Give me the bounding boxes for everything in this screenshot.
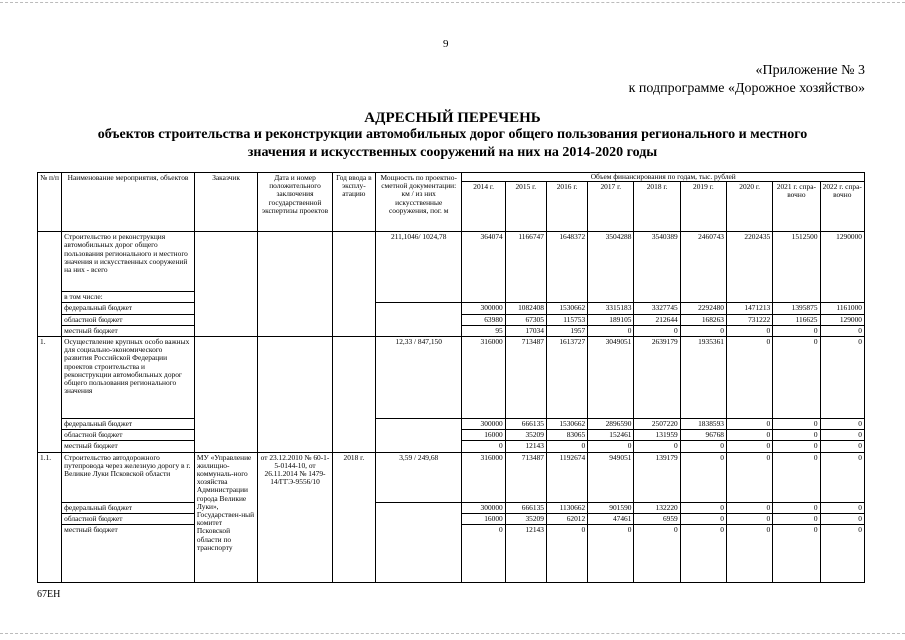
cell-value: 0 (726, 430, 772, 441)
cell-value: 67305 (505, 314, 546, 325)
address-list-table (37, 172, 865, 583)
cell-value: 300000 (462, 419, 505, 430)
cell-value: 0 (726, 325, 772, 336)
row-total (38, 232, 865, 292)
cell-value: 949051 (588, 452, 634, 502)
cell-value: 0 (773, 337, 820, 419)
cell-value: 3315183 (588, 303, 634, 314)
appendix-line-1: «Приложение № 3 (755, 63, 865, 78)
appendix-line-2: к подпрограмме «Дорожное хозяйство» (628, 81, 865, 96)
cell-value: 95 (462, 325, 505, 336)
header-year: Год ввода в эксплу-атацию (332, 173, 375, 232)
header-name: Наименование мероприятия, объектов (62, 173, 195, 232)
cell-value: 0 (820, 430, 864, 441)
cell-value: 16000 (462, 430, 505, 441)
cell-value: 0 (462, 525, 505, 583)
cell-value: 316000 (462, 452, 505, 502)
cell-value: 0 (726, 337, 772, 419)
cell-value: 35209 (505, 513, 546, 524)
cell-value: 115753 (546, 314, 587, 325)
cell-value: 0 (680, 452, 726, 502)
document-subtitle-1: объектов строительства и реконструкции автомобильных дорог общего пользования регионального и местного (97, 127, 808, 142)
cell-value: 0 (634, 325, 680, 336)
cell-value: 3540389 (634, 232, 680, 303)
cell-customer (194, 337, 257, 453)
cell-value: 316000 (462, 337, 505, 419)
cell-value: 0 (820, 502, 864, 513)
cell-value: 0 (820, 441, 864, 452)
cell-name: областной бюджет (62, 314, 195, 325)
appendix-note (629, 62, 865, 98)
cell-value: 2460743 (680, 232, 726, 303)
row-item-1-1 (38, 452, 865, 502)
header-year-col: 2015 г. (505, 182, 546, 232)
header-num: № п/п (38, 173, 62, 232)
cell-value: 0 (680, 441, 726, 452)
cell-value: 0 (680, 513, 726, 524)
cell-value: 901590 (588, 502, 634, 513)
header-year-col: 2018 г. (634, 182, 680, 232)
footer-code: 67ЕН (37, 589, 61, 600)
cell-value: 2507220 (634, 419, 680, 430)
cell-value: 0 (634, 525, 680, 583)
cell-value: 1471213 (726, 303, 772, 314)
cell-value: 0 (588, 525, 634, 583)
cell-value: 16000 (462, 513, 505, 524)
cell-value: 132220 (634, 502, 680, 513)
row-item-1 (38, 337, 865, 419)
cell-value: 0 (773, 430, 820, 441)
cell-capacity (375, 502, 462, 582)
cell-value: 0 (680, 502, 726, 513)
cell-value: 2292480 (680, 303, 726, 314)
cell-num (38, 232, 62, 337)
header-row-1 (38, 173, 865, 182)
cell-value: 0 (820, 452, 864, 502)
cell-value: 62012 (546, 513, 587, 524)
cell-expertise: от 23.12.2010 № 60-1-5-0144-10, от 26.11.2014 № 1479-14/ГГЭ-9556/10 (258, 452, 332, 582)
cell-customer (194, 232, 257, 337)
cell-value: 0 (462, 441, 505, 452)
row-fed (38, 303, 865, 314)
cell-value: 0 (773, 525, 820, 583)
cell-value: 300000 (462, 502, 505, 513)
cell-value: 96768 (680, 430, 726, 441)
header-expertise: Дата и номер положительного заключения государственной экспертизы проектов (258, 173, 332, 232)
header-funding: Объем финансирования по годам, тыс. рублей (462, 173, 865, 182)
cell-value: 1530662 (546, 419, 587, 430)
cell-value: 0 (820, 325, 864, 336)
cell-expertise (258, 337, 332, 453)
cell-value: 0 (634, 441, 680, 452)
cell-year (332, 337, 375, 453)
cell-value: 2896590 (588, 419, 634, 430)
header-customer: Заказчик (194, 173, 257, 232)
cell-value: 6959 (634, 513, 680, 524)
cell-value: 0 (820, 337, 864, 419)
cell-value: 1613727 (546, 337, 587, 419)
cell-name: Осуществление крупных особо важных для социально-экономического развития Российской Федерации проектов строительства и реконструкции автомобильных дорог общего пользования регионального значения (62, 337, 195, 419)
cell-value: 17034 (505, 325, 546, 336)
cell-value: 0 (726, 525, 772, 583)
cell-value: 1192674 (546, 452, 587, 502)
header-year-col: 2022 г. спра-вочно (820, 182, 864, 232)
cell-value: 0 (820, 525, 864, 583)
cell-value: 3049051 (588, 337, 634, 419)
cell-name: местный бюджет (62, 325, 195, 336)
row-fed (38, 419, 865, 430)
cell-year (332, 232, 375, 337)
cell-value: 1395875 (773, 303, 820, 314)
cell-expertise (258, 232, 332, 337)
cell-year: 2018 г. (332, 452, 375, 582)
cell-num: 1.1. (38, 452, 62, 582)
cell-capacity: 211,1046/ 1024,78 (375, 232, 462, 303)
cell-value: 713487 (505, 337, 546, 419)
cell-value: 0 (680, 525, 726, 583)
header-year-col: 2014 г. (462, 182, 505, 232)
cell-value: 713487 (505, 452, 546, 502)
cell-value: 2639179 (634, 337, 680, 419)
cell-value: 666135 (505, 419, 546, 430)
cell-value: 212644 (634, 314, 680, 325)
cell-value: 0 (726, 513, 772, 524)
cell-capacity: 3,59 / 249,68 (375, 452, 462, 502)
cell-value: 1082408 (505, 303, 546, 314)
cell-value: 189105 (588, 314, 634, 325)
cell-value: 364074 (462, 232, 505, 303)
scan-top-edge (0, 2, 905, 3)
cell-value: 12143 (505, 525, 546, 583)
cell-capacity (375, 419, 462, 453)
cell-name: Строительство и реконструкция автомобильных дорог общего пользования регионального и местного значения и искусственных сооружений на них - всего (62, 232, 195, 292)
cell-value: 63980 (462, 314, 505, 325)
cell-value: 0 (773, 513, 820, 524)
cell-value: 0 (773, 325, 820, 336)
header-year-col: 2020 г. (726, 182, 772, 232)
cell-value: 0 (773, 441, 820, 452)
cell-value: 139179 (634, 452, 680, 502)
cell-value: 0 (773, 452, 820, 502)
scan-bottom-edge (0, 633, 905, 634)
cell-value: 0 (773, 502, 820, 513)
header-capacity: Мощность по проектно-сметной документации: км / из них искусственные сооружения, пог. м (375, 173, 462, 232)
cell-value: 0 (773, 419, 820, 430)
cell-value: 1957 (546, 325, 587, 336)
cell-capacity (375, 303, 462, 337)
cell-name: местный бюджет (62, 525, 195, 583)
cell-value: 0 (588, 441, 634, 452)
cell-value: 1161000 (820, 303, 864, 314)
cell-name: Строительство автодорожного путепровода через железную дорогу в г. Великие Луки Псковской области (62, 452, 195, 502)
cell-num: 1. (38, 337, 62, 453)
cell-value: 12143 (505, 441, 546, 452)
cell-value: 131959 (634, 430, 680, 441)
cell-value: 0 (546, 525, 587, 583)
cell-value: 1935361 (680, 337, 726, 419)
cell-value: 0 (726, 441, 772, 452)
cell-value: 168263 (680, 314, 726, 325)
cell-value: 666135 (505, 502, 546, 513)
cell-value: 129000 (820, 314, 864, 325)
header-year-col: 2016 г. (546, 182, 587, 232)
cell-value: 0 (726, 452, 772, 502)
cell-value: 1290000 (820, 232, 864, 303)
cell-value: 116625 (773, 314, 820, 325)
cell-capacity: 12,33 / 847,150 (375, 337, 462, 419)
cell-name: в том числе: (62, 292, 195, 303)
row-fed (38, 502, 865, 513)
header-year-col: 2019 г. (680, 182, 726, 232)
cell-name: областной бюджет (62, 513, 195, 524)
cell-value: 1648372 (546, 232, 587, 303)
cell-value: 0 (726, 502, 772, 513)
cell-value: 0 (588, 325, 634, 336)
cell-value: 1166747 (505, 232, 546, 303)
page-number: 9 (443, 38, 449, 50)
header-year-col: 2021 г. спра-вочно (773, 182, 820, 232)
cell-customer: МУ «Управление жилищно-коммуналь-ного хозяйства Администрации города Великие Луки», Государствен-ный комитет Псковской области по транспорту (194, 452, 257, 582)
document-subtitle-2: значения и искусственных сооружений на них на 2014-2020 годы (247, 145, 658, 160)
cell-name: областной бюджет (62, 430, 195, 441)
cell-value: 2202435 (726, 232, 772, 303)
cell-value: 0 (680, 325, 726, 336)
cell-value: 0 (820, 419, 864, 430)
cell-value: 0 (820, 513, 864, 524)
cell-value: 3504288 (588, 232, 634, 303)
cell-value: 300000 (462, 303, 505, 314)
cell-value: 35209 (505, 430, 546, 441)
cell-name: федеральный бюджет (62, 502, 195, 513)
cell-value: 1530662 (546, 303, 587, 314)
cell-value: 47461 (588, 513, 634, 524)
cell-value: 1130662 (546, 502, 587, 513)
cell-value: 731222 (726, 314, 772, 325)
header-year-col: 2017 г. (588, 182, 634, 232)
cell-value: 1512500 (773, 232, 820, 303)
cell-value: 83065 (546, 430, 587, 441)
cell-name: федеральный бюджет (62, 303, 195, 314)
cell-name: местный бюджет (62, 441, 195, 452)
document-title: АДРЕСНЫЙ ПЕРЕЧЕНЬ (364, 110, 541, 126)
cell-value: 3327745 (634, 303, 680, 314)
cell-value: 1838593 (680, 419, 726, 430)
cell-value: 0 (546, 441, 587, 452)
cell-value: 0 (726, 419, 772, 430)
cell-name: федеральный бюджет (62, 419, 195, 430)
cell-value: 152461 (588, 430, 634, 441)
